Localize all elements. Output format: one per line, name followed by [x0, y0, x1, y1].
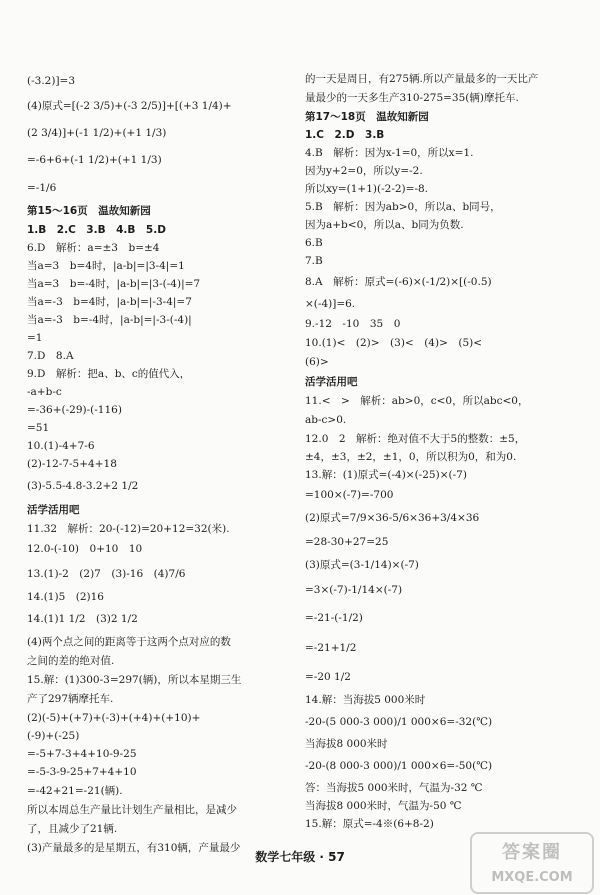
- answer-line: -20-(5 000-3 000)/1 000×6=-32(℃): [305, 716, 493, 728]
- answer-line: =-20 1/2: [305, 671, 351, 683]
- answer-line: 11.32 解析：20-(-12)=20+12=32(米).: [27, 523, 230, 535]
- answer-line: 9.D 解析：把a、b、c的值代入，: [27, 368, 191, 380]
- answer-line: 答：当海拔5 000米时，气温为-32 ℃: [305, 782, 483, 794]
- answer-line: ab-c>0.: [305, 414, 347, 426]
- answer-line: 14.(1)1 1/2 (3)2 1/2: [27, 613, 138, 625]
- answer-line: 14.(1)5 (2)16: [27, 591, 104, 603]
- section-heading: 活学活用吧: [305, 376, 358, 388]
- answer-line: (2)(-5)+(+7)+(-3)+(+4)+(+10)+: [27, 712, 201, 724]
- answer-line: =-5-3-9-25+7+4+10: [27, 766, 137, 778]
- answer-line: (-9)+(-25): [27, 730, 80, 742]
- answer-line: 当a=3 b=4时，|a-b|=|3-4|=1: [27, 260, 185, 272]
- answer-line: 5.B 解析：因为ab>0，所以a、b同号，: [305, 201, 501, 213]
- answer-line: -20-(8 000-3 000)/1 000×6=-50(℃): [305, 760, 493, 772]
- answer-line: 当a=-3 b=4时，|a-b|=|-3-4|=7: [27, 296, 192, 308]
- answer-line: 量最少的一天多生产310-275=35(辆)摩托车.: [305, 92, 519, 104]
- answer-line: 因为y+2=0，所以y=-2.: [305, 165, 423, 177]
- answer-line: 之间的差的绝对值.: [27, 655, 115, 667]
- answer-line: 6.B: [305, 237, 323, 249]
- answer-line: =-21+1/2: [305, 642, 357, 654]
- answer-line: 了，且减少了21辆.: [27, 823, 118, 835]
- answer-line: 14.解：当海拔5 000米时: [305, 694, 426, 706]
- section-heading: 1.B 2.C 3.B 4.B 5.D: [27, 224, 166, 236]
- answer-line: 当海拔8 000米时: [305, 738, 388, 750]
- answer-line: 当a=3 b=-4时，|a-b|=|3-(-4)|=7: [27, 278, 201, 290]
- page-footer: 数学七年级 · 57: [255, 850, 345, 864]
- answer-line: 7.B: [305, 255, 323, 267]
- answer-line: =-21-(-1/2): [305, 612, 363, 624]
- answer-line: 7.D 8.A: [27, 350, 74, 362]
- answer-line: =51: [27, 422, 50, 434]
- section-heading: 第17～18页 温故知新园: [305, 111, 429, 123]
- answer-line: 6.D 解析：a=±3 b=±4: [27, 242, 160, 254]
- answer-line: (4)原式=[(-2 3/5)+(-3 2/5)]+[(+3 1/4)+: [27, 100, 232, 112]
- answer-line: 9.-12 -10 35 0: [305, 318, 401, 330]
- answer-line: 11.< > 解析：ab>0，c<0，所以abc<0，: [305, 395, 529, 407]
- left-column: [27, 70, 295, 857]
- answer-line: 8.A 解析：原式=(-6)×(-1/2)×[(-0.5): [305, 276, 492, 288]
- section-heading: 第15～16页 温故知新园: [27, 205, 151, 217]
- answer-line: =100×(-7)=-700: [305, 489, 394, 501]
- watermark-text: 答案圈: [502, 842, 562, 863]
- watermark-url: MXQE.COM: [491, 870, 573, 885]
- answer-line: 当a=-3 b=-4时，|a-b|=|-3-(-4)|: [27, 314, 192, 326]
- answer-line: =-6+6+(-1 1/2)+(+1 1/3): [27, 154, 162, 166]
- answer-line: =-5+7-3+4+10-9-25: [27, 748, 137, 760]
- answer-line: 所以xy=(1+1)(-2-2)=-8.: [305, 183, 429, 195]
- answer-line: -a+b-c: [27, 386, 62, 398]
- answer-line: 产了297辆摩托车.: [27, 693, 114, 705]
- answer-line: 当海拔8 000米时，气温为-50 ℃: [305, 800, 462, 812]
- answer-line: =-36+(-29)-(-116): [27, 404, 122, 416]
- answer-line: ±4，±3，±2，±1，0，所以积为0，和为0.: [305, 451, 517, 463]
- answer-line: 12.0-(-10) 0+10 10: [27, 543, 143, 555]
- answer-line: ×(-4)]=6.: [305, 298, 356, 310]
- answer-line: 13.(1)-2 (2)7 (3)-16 (4)7/6: [27, 568, 186, 580]
- answer-line: 15.解：(1)300-3=297(辆)，所以本星期三生: [27, 674, 242, 686]
- answer-line: (4)两个点之间的距离等于这两个点对应的数: [27, 636, 231, 648]
- watermark-logo: [470, 832, 594, 894]
- right-column: [305, 70, 580, 833]
- answer-line: =3×(-7)-1/14×(-7): [305, 584, 403, 596]
- answer-line: 的一天是周日，有275辆.所以产量最多的一天比产: [305, 73, 539, 85]
- answer-line: 10.(1)< (2)> (3)< (4)> (5)<: [305, 337, 483, 349]
- answer-line: =-1/6: [27, 182, 57, 194]
- answer-line: =-42+21=-21(辆).: [27, 785, 123, 797]
- answer-line: 4.B 解析：因为x-1=0，所以x=1.: [305, 147, 474, 159]
- answer-line: (6)>: [305, 356, 329, 368]
- answer-line: 所以本周总生产量比计划生产量相比，是减少: [27, 804, 237, 816]
- section-heading: 活学活用吧: [27, 504, 80, 516]
- answer-line: (2 3/4)]+(-1 1/2)+(+1 1/3): [27, 127, 167, 139]
- answer-line: 因为a+b<0，所以a、b同为负数.: [305, 219, 464, 231]
- answer-line: =1: [27, 332, 43, 344]
- answer-line: (2)原式=7/9×36-5/6×36+3/4×36: [305, 512, 480, 524]
- answer-line: =28-30+27=25: [305, 536, 389, 548]
- answer-line: (-3.2)]=3: [27, 75, 76, 87]
- answer-line: (3)原式=(3-1/14)×(-7): [305, 559, 419, 571]
- answer-line: 13.解：(1)原式=(-4)×(-25)×(-7): [305, 469, 467, 481]
- answer-line: 15.解：原式=-4※(6+8-2): [305, 818, 434, 830]
- section-heading: 1.C 2.D 3.B: [305, 129, 385, 141]
- answer-line: (3)-5.5-4.8-3.2+2 1/2: [27, 480, 139, 492]
- answer-line: (3)产量最多的是星期五，有310辆，产量最少: [27, 842, 241, 854]
- answer-line: 10.(1)-4+7-6: [27, 440, 95, 452]
- answer-line: (2)-12-7-5+4+18: [27, 458, 117, 470]
- answer-line: 12.0 2 解析：绝对值不大于5的整数：±5，: [305, 433, 526, 445]
